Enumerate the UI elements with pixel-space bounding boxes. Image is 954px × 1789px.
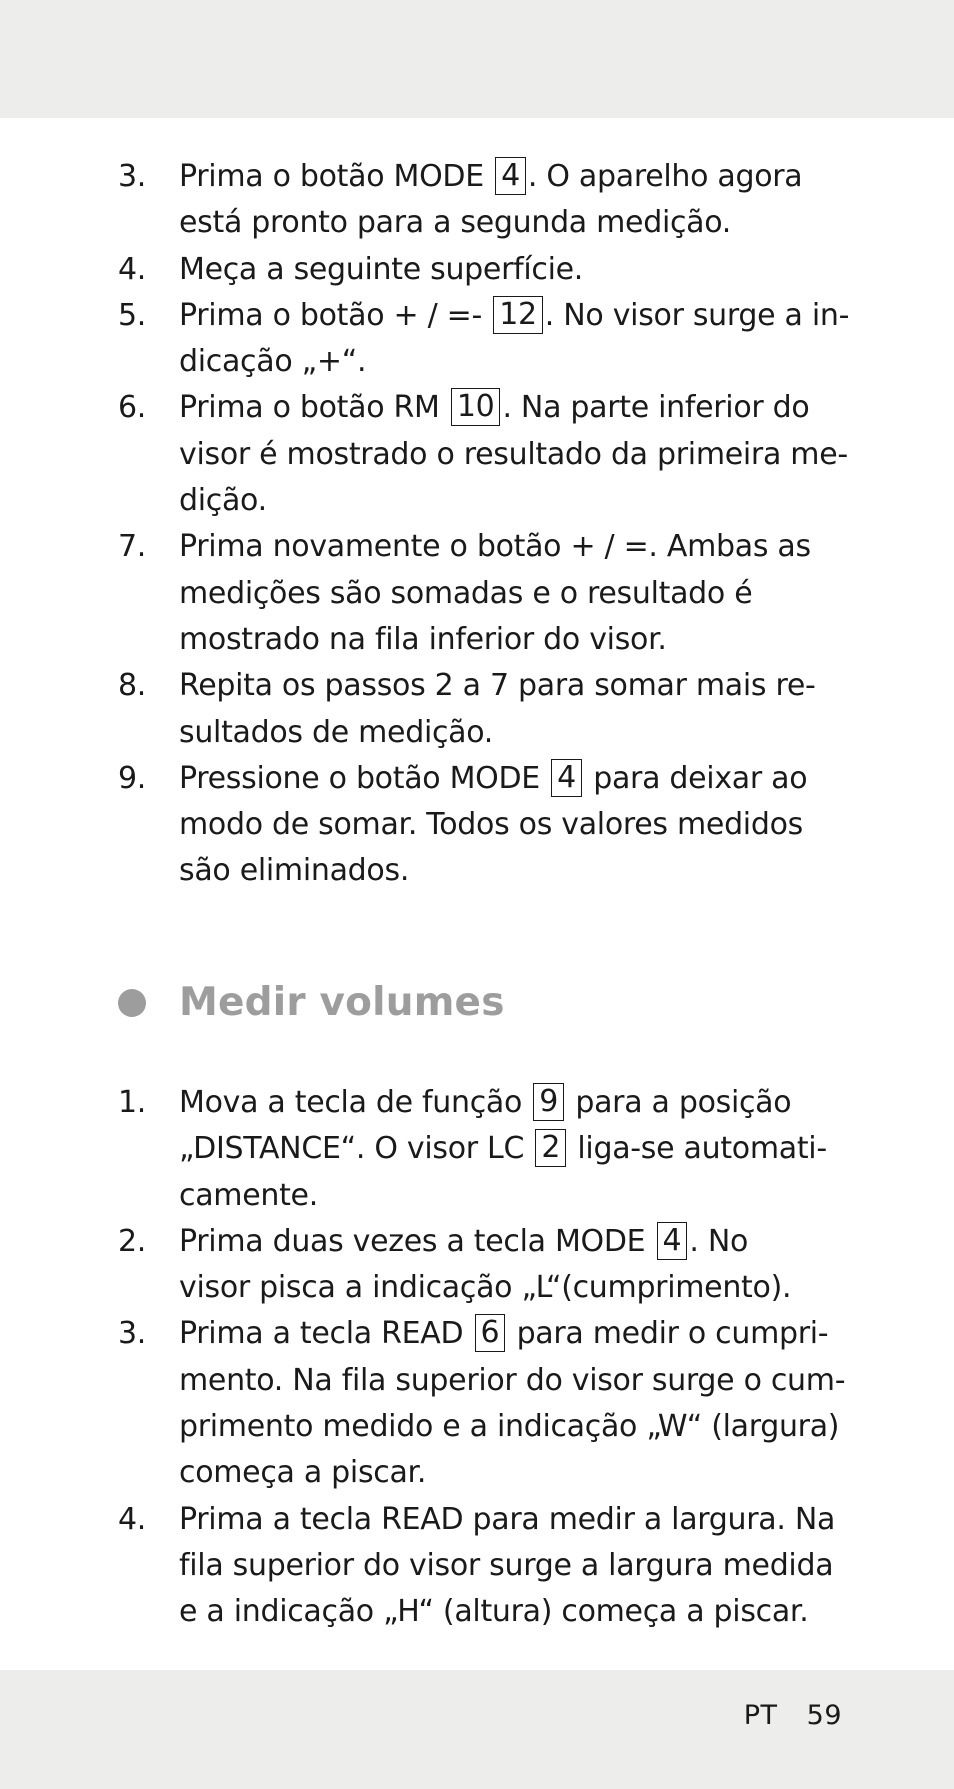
item-text-line (179, 756, 839, 802)
item-number: 4. (118, 1501, 147, 1537)
item-text-line (179, 1358, 846, 1404)
steps-list-volume (0, 1080, 954, 1636)
text-segment: para medir o cumpri- (507, 1316, 829, 1352)
item-text-line (179, 154, 839, 200)
part-reference-box: 10 (451, 388, 501, 426)
item-text-line (179, 663, 839, 709)
page-number: 59 (806, 1700, 842, 1731)
list-item (0, 293, 954, 386)
item-text-line (179, 1265, 839, 1311)
text-segment: Pressione o botão MODE (179, 760, 550, 796)
item-text-line (179, 478, 839, 524)
item-number: 3. (118, 159, 147, 194)
item-text-line (179, 1126, 839, 1172)
list-item (0, 385, 954, 524)
section-title: Medir volumes (179, 980, 505, 1025)
item-text-line (179, 1450, 839, 1496)
text-segment: visor é mostrado o resultado da primeira me- (179, 436, 848, 472)
text-segment: dicação „+“. (179, 344, 367, 380)
text-segment: mento. Na fila superior do visor surge o cum- (179, 1362, 846, 1398)
text-segment: . No visor surge a in- (544, 297, 850, 333)
text-segment: modo de somar. Todos os valores medidos (179, 807, 803, 843)
item-text-line (179, 247, 839, 293)
list-item (0, 1080, 954, 1219)
item-text-line (179, 1173, 839, 1219)
item-text-line (179, 1219, 839, 1265)
item-text-line (179, 848, 839, 894)
text-segment: está pronto para a segunda medição. (179, 205, 732, 241)
text-segment: . No (689, 1223, 749, 1259)
text-segment: . O aparelho agora (527, 159, 803, 194)
text-segment: Prima a tecla READ (179, 1316, 473, 1352)
item-text-line (179, 1080, 839, 1126)
list-item (0, 1311, 954, 1496)
text-segment: sultados de medição. (179, 714, 494, 750)
part-reference-box: 6 (475, 1314, 506, 1352)
text-segment: Prima o botão MODE (179, 159, 494, 194)
item-text-line (179, 1543, 839, 1589)
text-segment: mostrado na fila inferior do visor. (179, 621, 667, 657)
text-segment: fila superior do visor surge a largura medida (179, 1547, 834, 1583)
list-item (0, 756, 954, 895)
item-text-line (179, 293, 850, 339)
list-item (0, 247, 954, 293)
page-header-band (0, 0, 954, 118)
list-item (0, 524, 954, 663)
text-segment: Prima novamente o botão + / =. Ambas as (179, 529, 811, 565)
item-text-line (179, 385, 839, 431)
part-reference-box: 2 (535, 1129, 566, 1167)
text-segment: visor pisca a indicação „L“(cumprimento). (179, 1270, 792, 1306)
text-segment: para a posição (566, 1085, 792, 1120)
item-number: 5. (118, 297, 147, 333)
part-reference-box: 4 (495, 157, 526, 195)
item-text-line (179, 1497, 839, 1543)
list-item (0, 1497, 954, 1636)
text-segment: Repita os passos 2 a 7 para somar mais re- (179, 668, 816, 704)
item-text-line (179, 524, 839, 570)
text-segment: Prima o botão + / =- (179, 297, 492, 333)
text-segment: são eliminados. (179, 853, 410, 889)
text-segment: primento medido e a indicação „W“ (largura) (179, 1409, 840, 1445)
language-code: PT (743, 1700, 778, 1731)
item-text-line (179, 571, 839, 617)
text-segment: Prima duas vezes a tecla MODE (179, 1223, 655, 1259)
bullet-icon (118, 989, 146, 1017)
part-reference-box: 4 (657, 1222, 688, 1260)
item-number: 3. (118, 1316, 147, 1352)
item-text-line (179, 339, 839, 385)
item-number: 8. (118, 668, 147, 704)
text-segment: Prima o botão RM (179, 390, 449, 426)
item-text-line (179, 1311, 839, 1357)
text-segment: . Na parte inferior do (502, 390, 810, 426)
item-number: 4. (118, 251, 147, 287)
list-item (0, 154, 954, 247)
part-reference-box: 4 (551, 759, 582, 797)
item-number: 9. (118, 760, 147, 796)
text-segment: Meça a seguinte superfície. (179, 251, 584, 287)
text-segment: liga-se automati- (568, 1131, 827, 1167)
item-text-line (179, 802, 839, 848)
part-reference-box: 9 (533, 1083, 564, 1121)
part-reference-box: 12 (493, 296, 543, 334)
item-text-line (179, 617, 839, 663)
steps-list-summing (0, 154, 954, 895)
text-segment: para deixar ao (583, 760, 808, 796)
text-segment: começa a piscar. (179, 1455, 427, 1491)
text-segment: e a indicação „H“ (altura) começa a piscar. (179, 1594, 809, 1630)
text-segment: Mova a tecla de função (179, 1085, 532, 1120)
item-text-line (179, 432, 848, 478)
list-item (0, 1219, 954, 1312)
item-number: 6. (118, 390, 147, 426)
text-segment: camente. (179, 1177, 318, 1213)
item-number: 7. (118, 529, 147, 565)
item-text-line (179, 1589, 839, 1635)
item-number: 1. (118, 1085, 147, 1120)
item-text-line (179, 200, 839, 246)
page-footer (744, 1700, 842, 1731)
item-number: 2. (118, 1223, 147, 1259)
list-item (0, 663, 954, 756)
item-text-line (179, 1404, 839, 1450)
text-segment: medições são somadas e o resultado é (179, 575, 753, 611)
text-segment: dição. (179, 483, 267, 519)
item-text-line (179, 710, 839, 756)
section-heading (118, 980, 505, 1025)
text-segment: Prima a tecla READ para medir a largura. Na (179, 1501, 836, 1537)
text-segment: „DISTANCE“. O visor LC (179, 1131, 534, 1167)
